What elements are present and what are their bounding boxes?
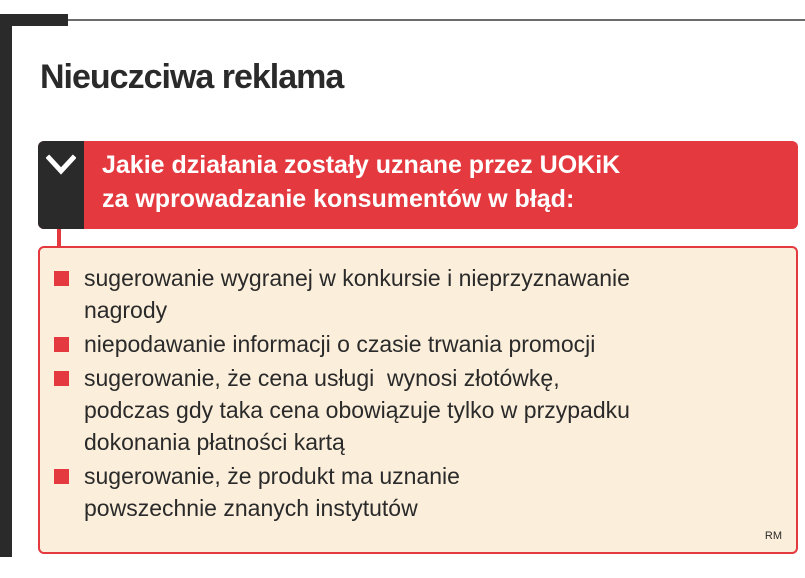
item-line: sugerowanie, że produkt ma uznanie (84, 463, 460, 489)
item-line: sugerowanie wygranej w konkursie i nieprzyznawanie (84, 265, 630, 291)
item-line: powszechnie znanych instytutów (84, 495, 418, 521)
question-text (102, 148, 782, 216)
author-credit: RM (764, 530, 782, 542)
list-item (54, 362, 754, 458)
page-title: Nieuczciwa reklama (40, 58, 344, 96)
square-bullet-icon (54, 271, 69, 286)
item-line: dokonania płatności kartą (84, 429, 345, 455)
item-line: niepodawanie informacji o czasie trwania promocji (84, 331, 596, 357)
item-line: nagrody (84, 297, 168, 323)
list-item (54, 328, 754, 360)
answer-panel (38, 246, 798, 554)
square-bullet-icon (54, 337, 69, 352)
list-item (54, 460, 754, 524)
answer-list (54, 262, 754, 526)
square-bullet-icon (54, 371, 69, 386)
list-item (54, 262, 754, 326)
item-line: sugerowanie, że cena usługi wynosi złotówkę, (84, 365, 560, 391)
item-line: podczas gdy taka cena obowiązuje tylko w przypadku (84, 397, 630, 423)
chevron-box (38, 141, 84, 229)
question-line-2: za wprowadzanie konsumentów w błąd: (102, 185, 575, 213)
frame-top-rule (68, 19, 805, 21)
square-bullet-icon (54, 469, 69, 484)
question-banner (38, 141, 798, 229)
frame-vertical-bar (0, 14, 12, 557)
chevron-down-icon (46, 153, 76, 177)
frame-corner-bar (0, 14, 68, 26)
question-line-1: Jakie działania zostały uznane przez UOKiK (102, 151, 621, 179)
